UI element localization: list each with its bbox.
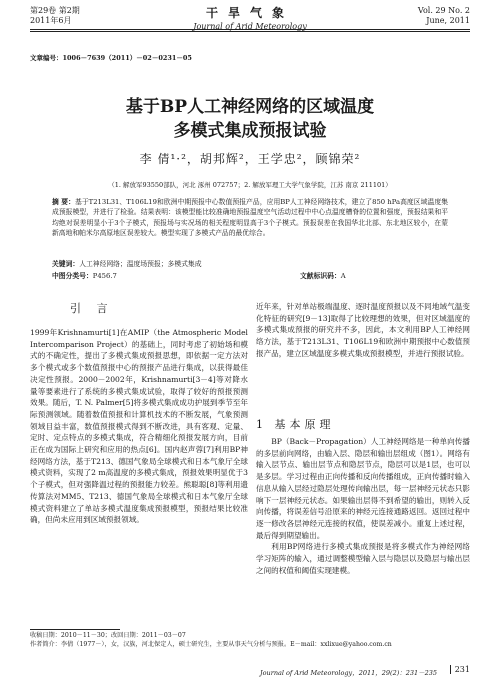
journal-masthead [150,4,350,31]
header-volume: 第29卷 第2期 [30,6,80,15]
clc-number [52,270,117,280]
page-title: 基于BP人工神经网络的区域温度 [125,97,375,117]
header-date-en: June, 2011 [426,16,470,25]
document-code [300,270,346,280]
footer-citation: Journal of Arid Meteorology，2011，29(2)：231－235 [260,669,438,677]
header-issue [30,6,80,26]
principle-paragraph-1: BP（Back－Propagation）人工神经网络是一种单向传播的多层前向网络，由输入层、隐层和输出层组成（图1）。网络有输入层节点、输出层节点和隐层节点，隐层可以是1层，也可以是多层。学习过程由正向传播和反向传播组成，正向传播时输入信息从输入层经过隐层处理传向输出层，每一层神经元状态只影响下一层神经元状态。如果输出层得不到希望的输出，则转入反向传播，将误差信号沿原来的神经元连接通路返回。返回过程中逐一修改各层神经元连接的权值，使误差减小。重复上述过程，最后得到期望输出。 [256,437,470,540]
header-date: 2011年6月 [30,16,72,25]
intro-paragraph-left: 1999年Krishnamurti[1]在AMIP（the Atmospheric Model Intercomparison Project）的基础上，同时考虑了初始场和模式的不确定性，提出了多模式集成预报思想，即依据一定方法对多个模式或多个数值预报中心的预报产品进行集成，以获得最佳决定性预报。2000－2002年，Krishnamurti[3－4]等对降水量等要素进行了系统的多模式集成试验，取得了较好的预报预测效果。随后，T. N. Palmer[5]将多模式集成成功护展到季节至年际预测领域。随着数值预报和计算机技术的不断发展，气象预测领域目益丰富，数值预报模式得到不断改进，具有客观、定量、定时、定点特点的多模式集成，符合精细化预报发展方向，目前正在成为国际上研究和应用的热点[6]。国内赵声蓉[7]利用BP神经网络方法，基于T213、德国气象局全球模式和日本气象厅全球模式资料，实现了2 m高温度的多模式集成，预报效果明显优于3个子模式，但对强降温过程的预报能力较差。熊聪聪[8]等利用遗传算法对MM5、T213、德国气象局全球模式和日本气象厅全球模式资料建立了单站多模式温度集成预报模型，预报结果比较准确，但尚未应用到区域预报领域。 [30,328,248,525]
doc-code-label: 文献标识码： [300,272,341,280]
principle-paragraph-2: 利用BP网络进行多模式集成预报是将多模式作为神经网络学习矩阵的输入，通过调整模型输入层与隐层以及隐层与输出层之间的权值和阈值实现建模。 [256,542,470,575]
footnote-rule [30,629,120,630]
section-heading-intro: 引 言 [70,302,114,315]
footnotes [30,631,470,649]
footnote-author: 作者简介：李倩（1977－），女，汉族，河北保定人，硕士研究生，主要从事天气分析与预报。E－mail：xxlixue@yahoo.com.cn [30,641,392,648]
affiliation: （1. 解放军93550部队，河北 涿州 072757；2. 解放军理工大学气象学院，江苏 南京 211101） [108,181,392,189]
principle-paragraphs [256,436,470,576]
keywords [52,258,448,268]
journal-name-en: Journal of Arid Meteorology [193,22,307,31]
page-number: 231 [450,665,470,674]
clc-value: P456.7 [92,272,117,280]
header-rule-bottom [30,31,470,32]
footnote-received: 收稿日期：2010－11－30；改回日期：2011－03－07 [30,632,186,639]
keywords-text: 人工神经网络；温度场预报；多模式集成 [79,260,202,268]
clc-label: 中图分类号： [52,272,93,280]
author-list: 李 倩¹·²，胡邦辉²，王学忠²，顾锦荣² [139,152,361,166]
header-volume-en: Vol. 29 No. 2 [417,6,470,15]
page-title-line2: 多模式集成预报试验 [173,121,327,141]
header-issue-en [418,6,470,26]
abstract [52,197,448,238]
intro-paragraph-right: 近年来，针对单站极端温度、逐时温度预报以及不同地域气温变化特征的研究[9－13]取得了比较理想的效果，但对区域温度的多模式集成预报的研究并不多，因此，本文利用BP人工神经网络方法，基于T213L31、T106L19和欧洲中期预报中心数值预报产品，建立区域温度多模式集成预报模型，并进行预报试验。 [256,302,470,358]
article-number: 文章编号：1006－7639（2011）－02－0231－05 [30,54,192,62]
abstract-text: 基于T213L31、T106L19和欧洲中期预报中心数值预报产品，应用BP人工神经网络技术，建立了850 hPa高度区域温度集成预报模型，并进行了检验。结果表明：该模型能比较准确地预报温度空气活动过程中中心点温度槽脊的位置和强度，预报结果和平均绝对误差明显小于3个子模式，预报场与实况场的相关程度明显高于3个子模式。预报误差在我国华北北部、东北地区较小，在蒙新高地和帕米尔高原地区误差较大。模型实现了多模式产品的最优综合。 [52,198,448,237]
doc-code-value: A [340,272,346,280]
header-rule-top [30,29,470,30]
abstract-label: 摘 要： [52,198,75,206]
keywords-label: 关键词： [52,260,80,268]
section-heading-principle: 1 基本原理 [256,418,335,431]
journal-name-cn: 干旱气象 [205,6,294,20]
